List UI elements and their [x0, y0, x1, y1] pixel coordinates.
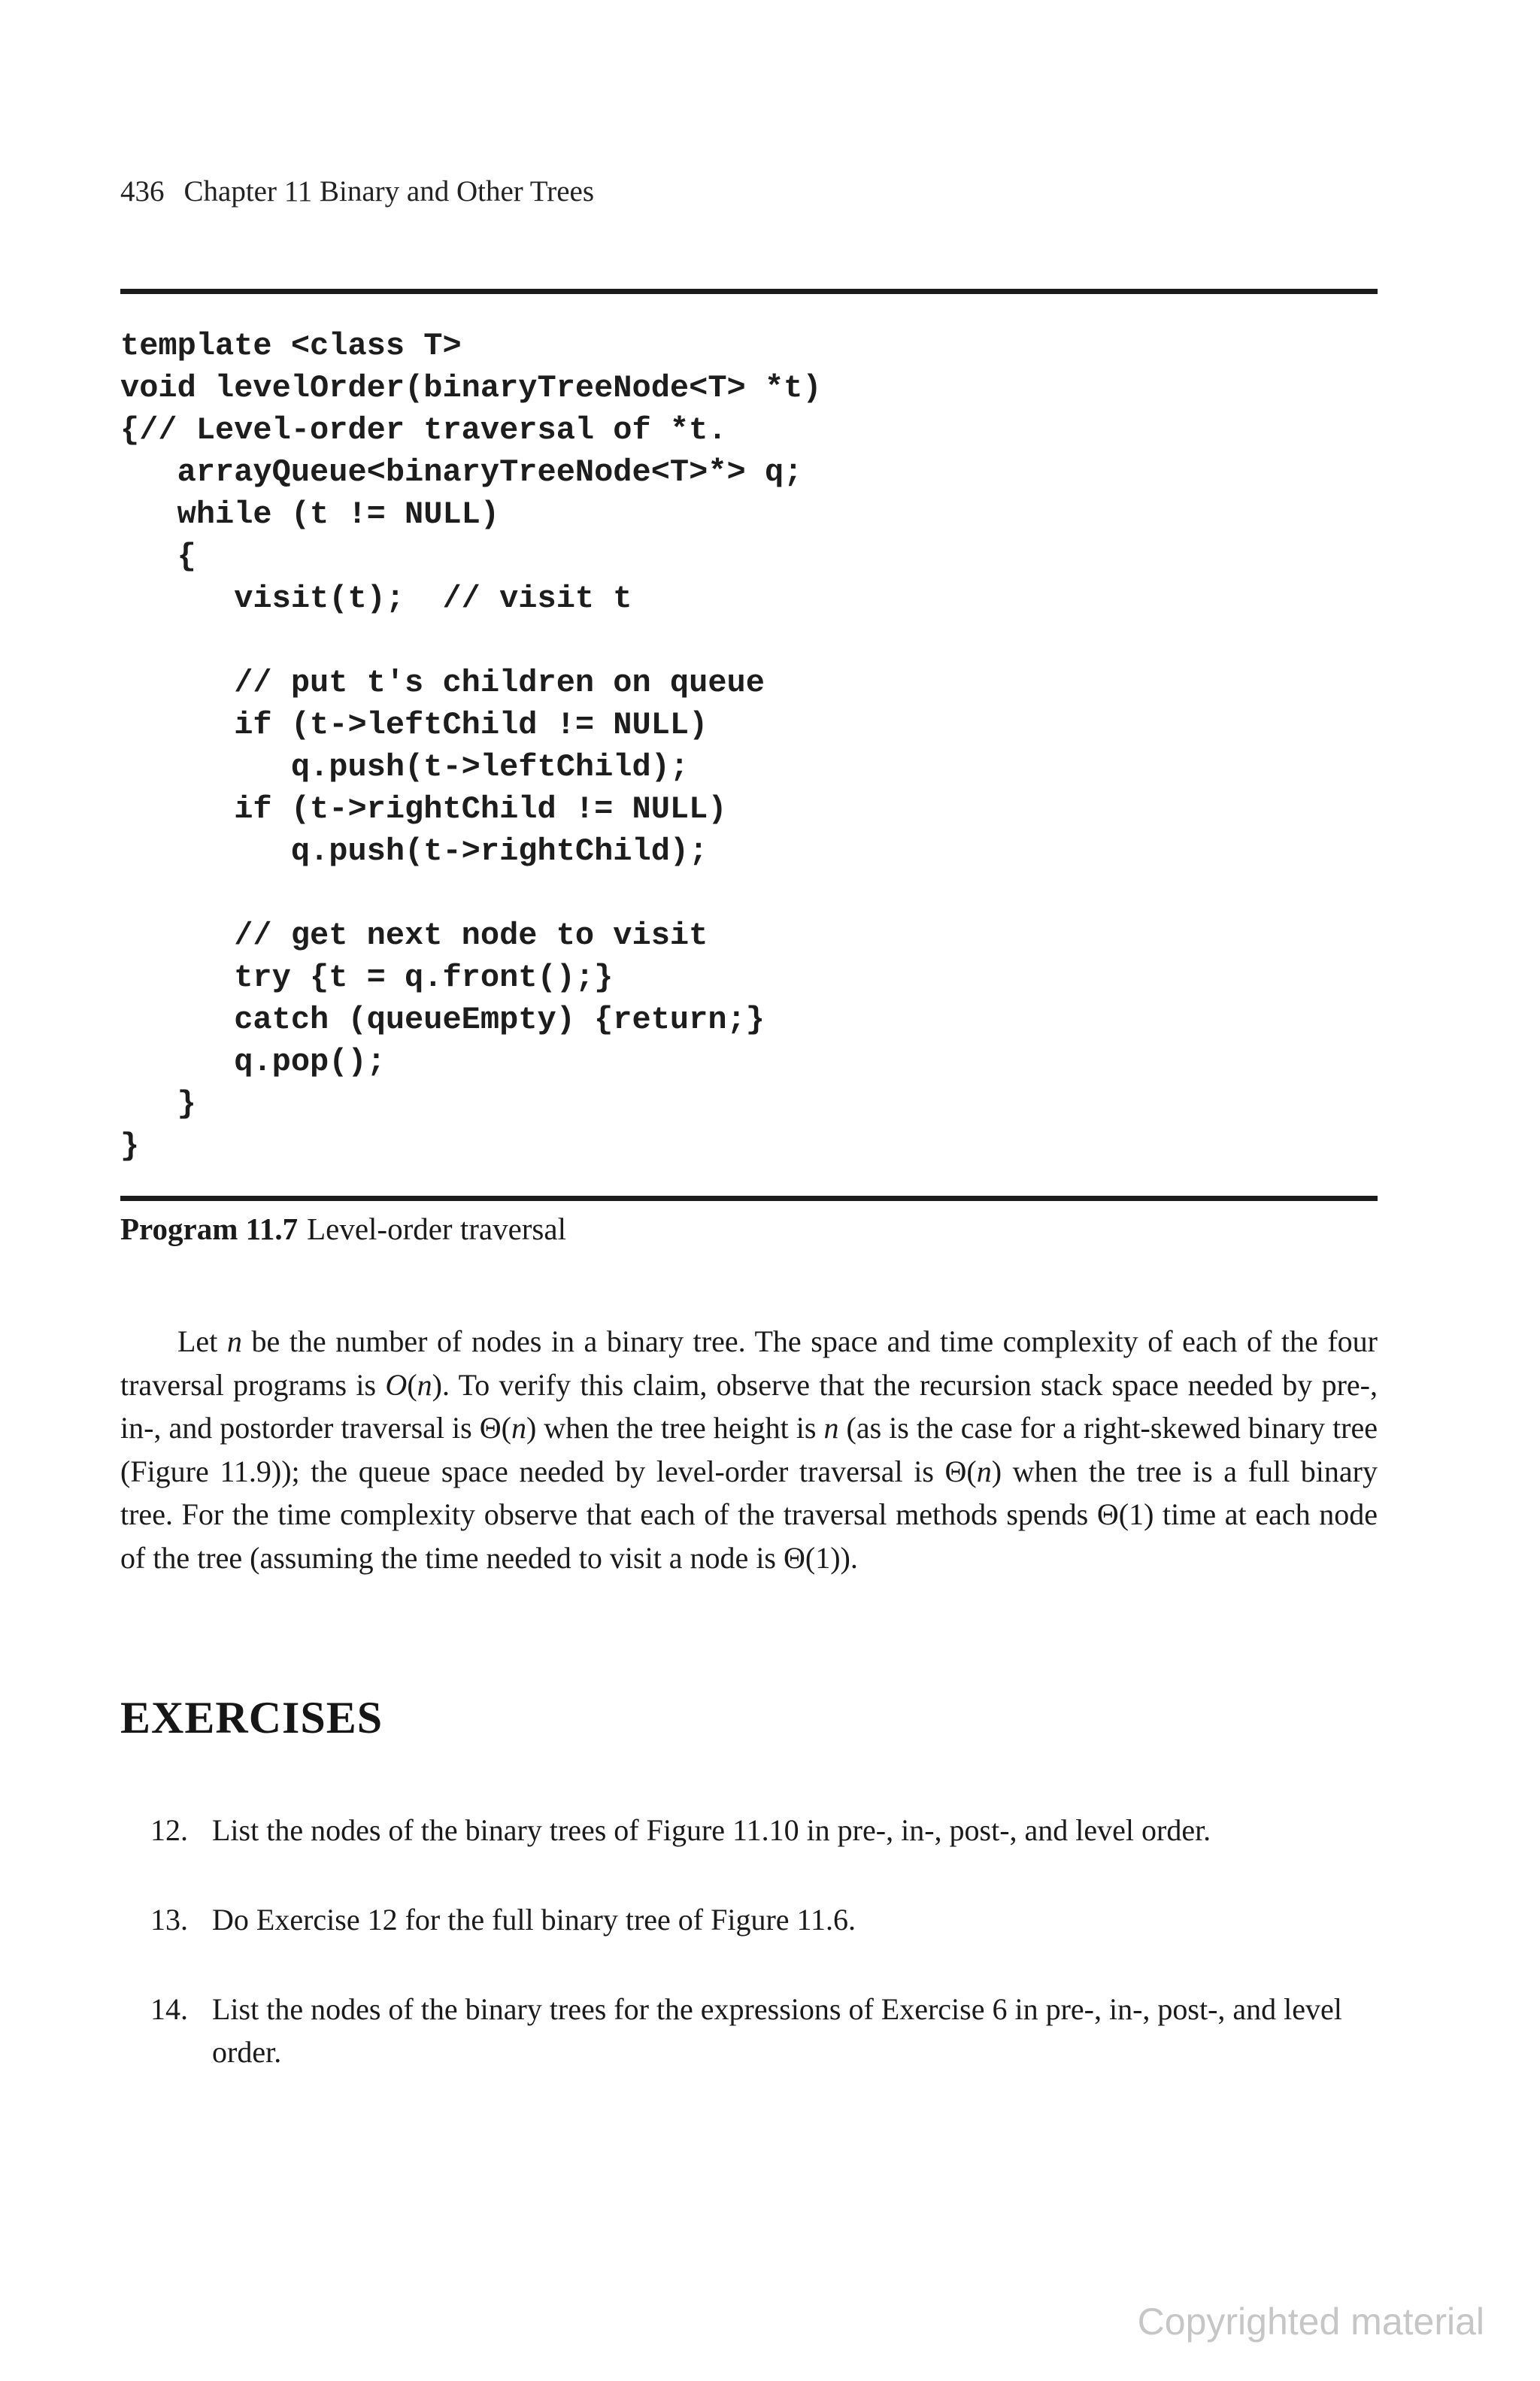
code-line: q.pop(); — [120, 1044, 386, 1080]
code-line: while (t != NULL) — [120, 496, 500, 532]
exercise-number: 14. — [150, 1992, 188, 2026]
program-caption — [120, 1211, 566, 1247]
exercise-item — [150, 1809, 1378, 1852]
program-caption-label: Program 11.7 — [120, 1212, 299, 1246]
math-variable: O — [385, 1367, 408, 1402]
exercise-text: List the nodes of the binary trees for the expressions of Exercise 6 in pre-, in-, post-, and level order. — [212, 1992, 1342, 2069]
exercise-item — [150, 1898, 1378, 1941]
math-variable: n — [511, 1411, 526, 1445]
program-top-rule — [120, 289, 1378, 294]
code-line — [120, 620, 822, 662]
body-paragraph: Let n be the number of nodes in a binary tree. The space and time complexity of each of the four traversal programs is O(n). To verify this claim, observe that the recursion stack space needed by pre-, in-, and postorder traversal is Θ(n) when the tree height is n (as is the case for a right-skewed binary tree (Figure 11.9)); the queue space needed by level-order traversal is Θ(n) when the tree is a full binary tree. For the time complexity observe that each of the traversal methods spends Θ(1) time at each node of the tree (assuming the time needed to visit a node is Θ(1)). — [120, 1324, 1378, 1575]
math-variable: n — [226, 1324, 242, 1358]
copyright-watermark: Copyrighted material — [1137, 2301, 1484, 2343]
exercise-number: 12. — [150, 1813, 188, 1847]
math-variable: n — [823, 1411, 839, 1445]
code-line: q.push(t->leftChild); — [120, 749, 690, 785]
code-line: void levelOrder(binaryTreeNode<T> *t) — [120, 370, 822, 406]
chapter-title: Chapter 11 Binary and Other Trees — [183, 175, 595, 208]
exercise-list — [150, 1809, 1378, 2120]
program-bottom-rule — [120, 1196, 1378, 1201]
exercises-heading: EXERCISES — [120, 1693, 383, 1743]
code-line: if (t->rightChild != NULL) — [120, 791, 727, 827]
running-head — [120, 174, 594, 208]
code-line: // get next node to visit — [120, 918, 708, 954]
code-line: visit(t); // visit t — [120, 581, 632, 617]
program-caption-text: Level-order traversal — [307, 1212, 566, 1246]
code-line: } — [120, 1086, 196, 1122]
math-variable: n — [976, 1454, 992, 1488]
exercise-item — [150, 1988, 1378, 2073]
exercise-number: 13. — [150, 1903, 188, 1937]
code-line: template <class T> — [120, 328, 462, 364]
code-line: } — [120, 1128, 140, 1164]
code-line: { — [120, 538, 196, 575]
code-line: try {t = q.front();} — [120, 960, 614, 996]
code-line: catch (queueEmpty) {return;} — [120, 1002, 765, 1038]
code-line: q.push(t->rightChild); — [120, 833, 708, 869]
code-line: arrayQueue<binaryTreeNode<T>*> q; — [120, 454, 803, 490]
exercise-text: Do Exercise 12 for the full binary tree of Figure 11.6. — [212, 1903, 856, 1937]
code-line: if (t->leftChild != NULL) — [120, 707, 708, 743]
math-variable: n — [417, 1367, 432, 1402]
page-number: 436 — [120, 175, 165, 208]
exercise-text: List the nodes of the binary trees of Figure 11.10 in pre-, in-, post-, and level order. — [212, 1813, 1211, 1847]
code-line: // put t's children on queue — [120, 665, 765, 701]
code-line — [120, 872, 822, 914]
program-code-block — [120, 325, 822, 1167]
code-line: {// Level-order traversal of *t. — [120, 412, 727, 448]
